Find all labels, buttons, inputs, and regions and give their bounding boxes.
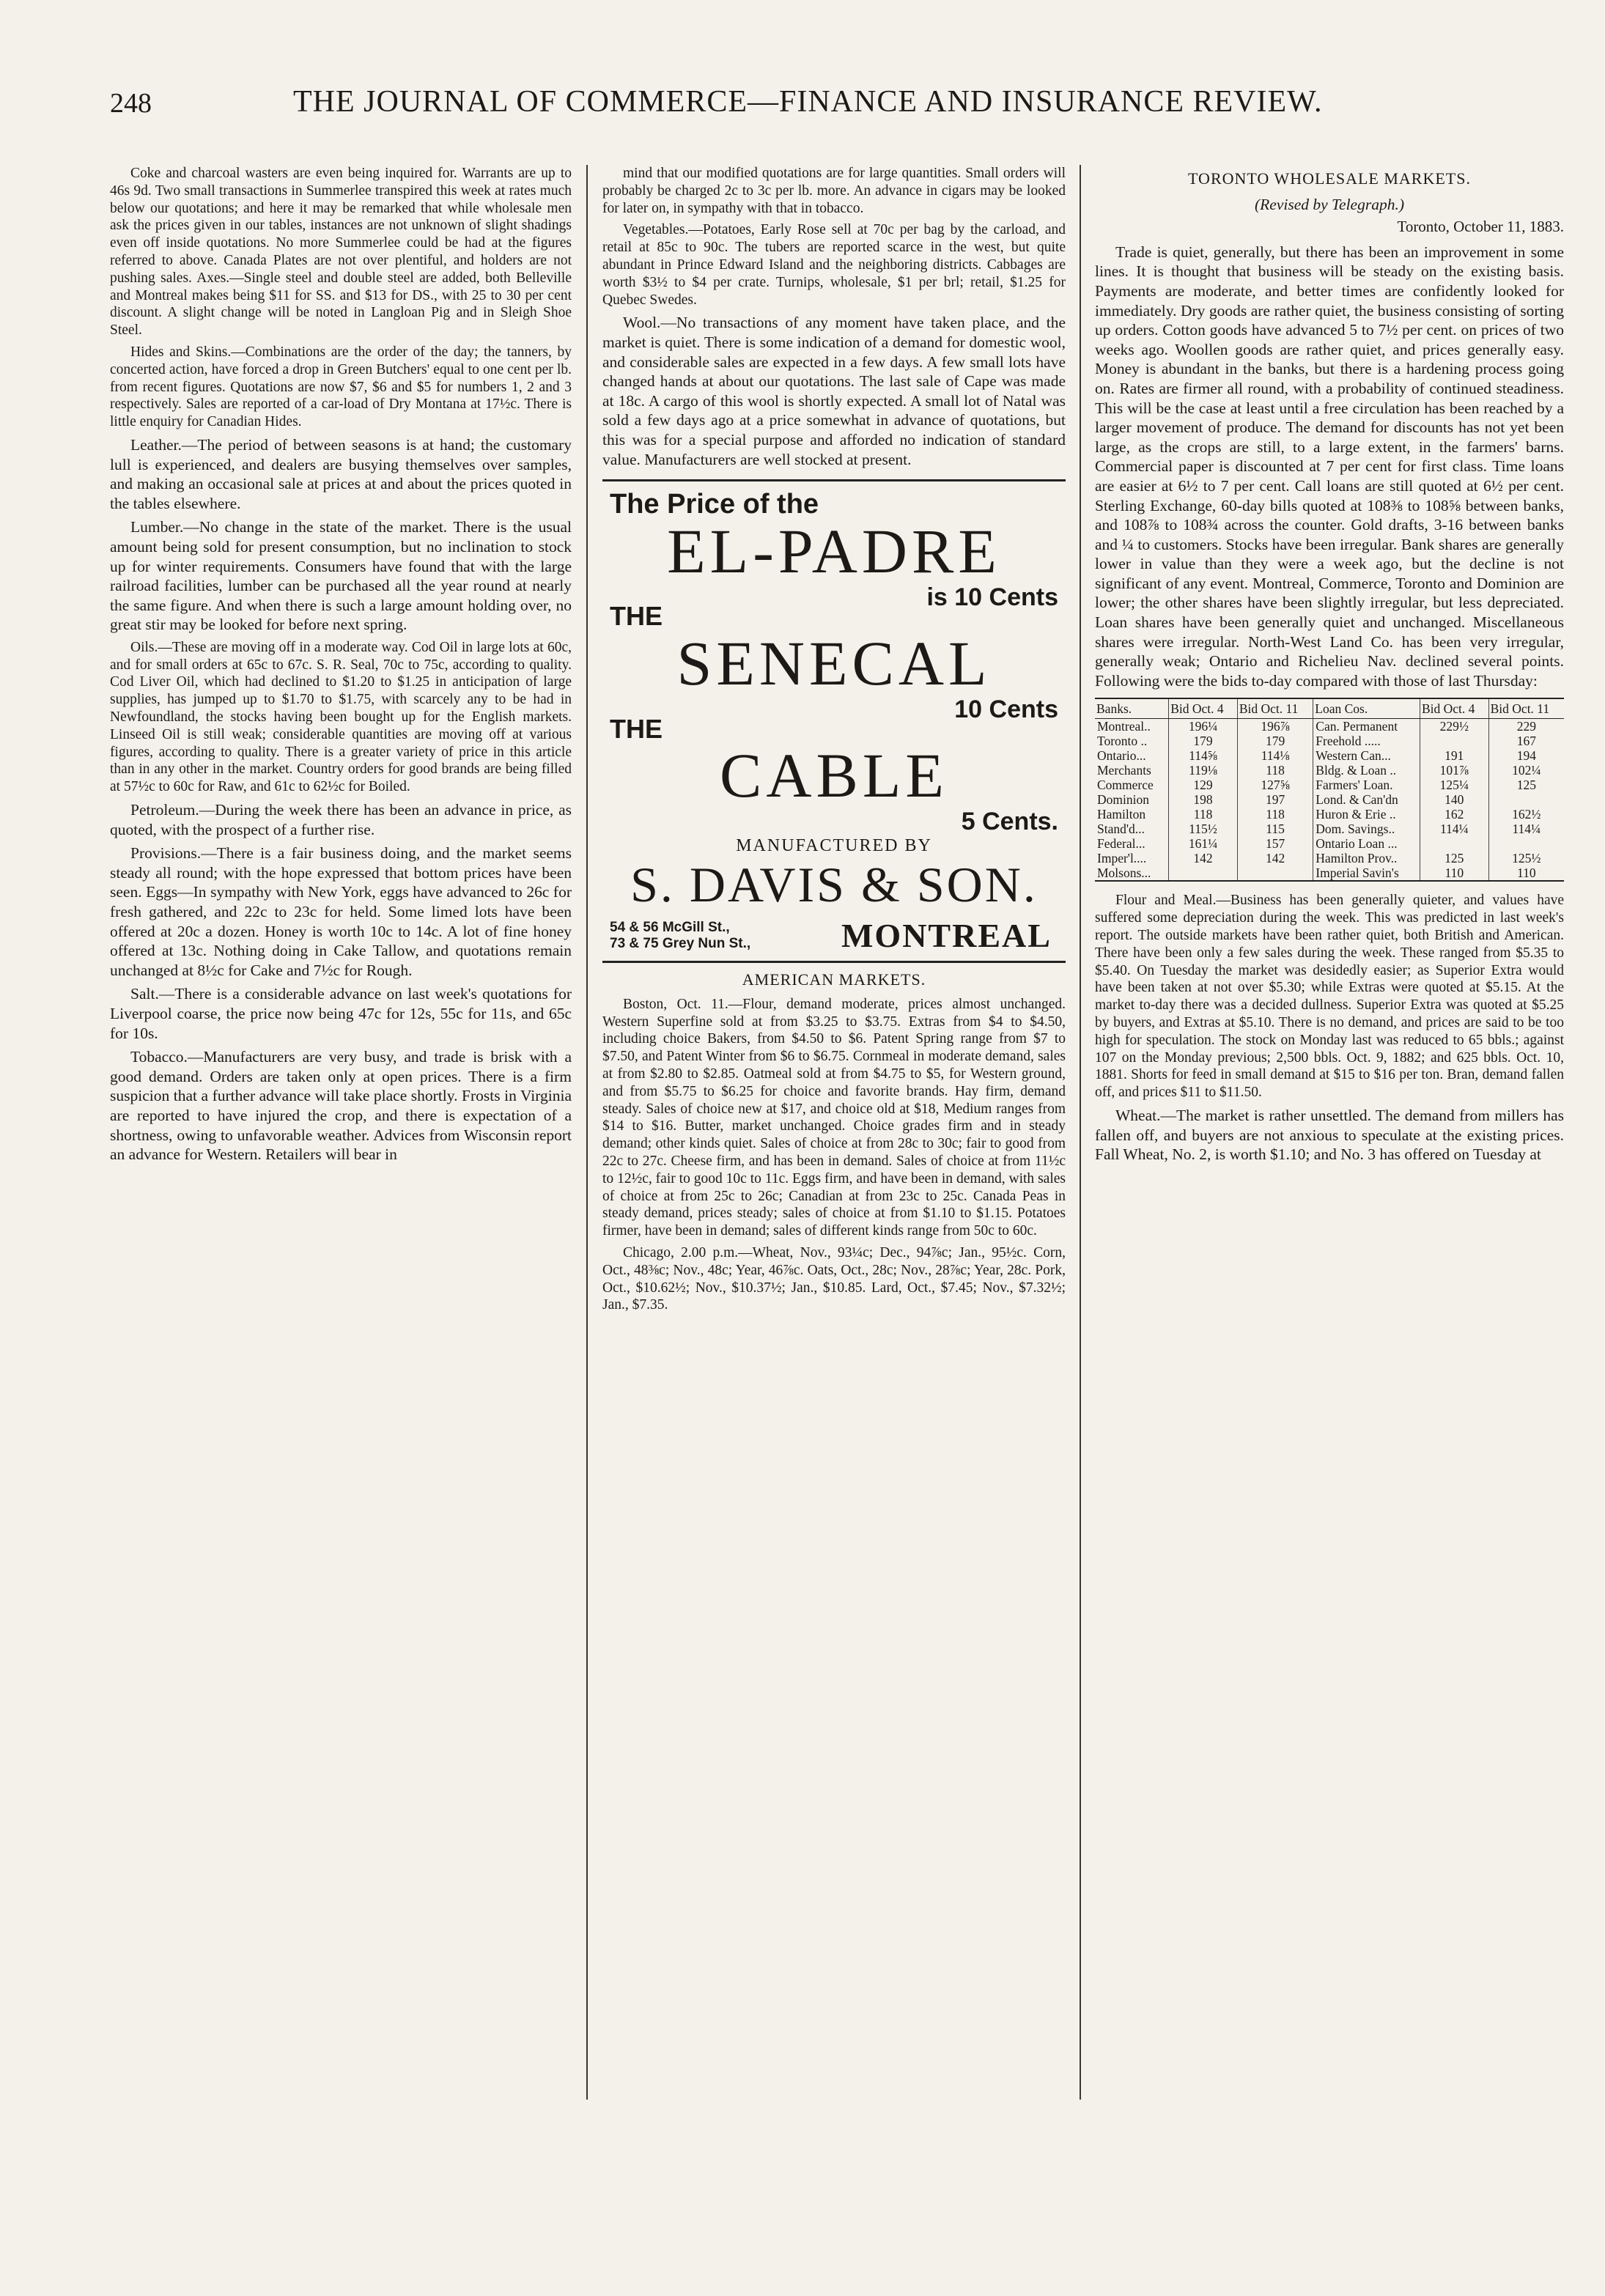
table-cell-b11: 115 bbox=[1237, 822, 1313, 836]
table-cell-loan: Ontario Loan ... bbox=[1313, 836, 1420, 851]
header-banks: Banks. bbox=[1095, 698, 1169, 719]
header-bid-oct-4: Bid Oct. 4 bbox=[1169, 698, 1238, 719]
table-cell-b4: 118 bbox=[1169, 807, 1238, 822]
table-cell-b11: 142 bbox=[1237, 851, 1313, 865]
ad-manufactured-by: MANUFACTURED BY bbox=[736, 835, 932, 855]
table-cell-l4: 125 bbox=[1420, 851, 1488, 865]
table-cell-l4: 101⅞ bbox=[1420, 763, 1488, 778]
table-cell-loan: Freehold ..... bbox=[1313, 734, 1420, 748]
ad-address bbox=[610, 916, 1058, 954]
table-cell-b4: 179 bbox=[1169, 734, 1238, 748]
paragraph-hides: Hides and Skins.—Combinations are the order of the day; the tanners, by concerted action, have forced a drop in Green Butchers' equal to one cent per lb. from recent figures. Quotations are now $7, $6 and $5 for numbers 1, 2 and 3 respectively. Sales are reported of a car-load of Dry Montana at 17½c. There is little enquiry for Canadian Hides. bbox=[110, 344, 572, 430]
table-row bbox=[1095, 792, 1564, 807]
ad-manufacturer: S. DAVIS & SON. bbox=[630, 857, 1038, 913]
table-cell-l11: 125½ bbox=[1488, 851, 1564, 865]
table-cell-l11: 194 bbox=[1488, 748, 1564, 763]
table-cell-b4: 129 bbox=[1169, 778, 1238, 792]
table-cell-bank: Toronto .. bbox=[1097, 734, 1148, 749]
toronto-markets-heading: TORONTO WHOLESALE MARKETS. bbox=[1188, 169, 1471, 188]
table-cell-loan: Hamilton Prov.. bbox=[1313, 851, 1420, 865]
paragraph-tobacco: Tobacco.—Manufacturers are very busy, and trade is brisk with a good demand. Orders are taken only at open prices. There is a firm suspicion that a further advance will take place shortly. Frosts in Virginia are reported to have injured the crop, and there is expectation of a shortness, owing to unfavorable weather. Advices from Wisconsin report an advance for Western. Retailers will bear in bbox=[110, 1048, 572, 1164]
table-cell-l11: 102¼ bbox=[1488, 763, 1564, 778]
table-cell-b11: 118 bbox=[1237, 763, 1313, 778]
table-cell-l4 bbox=[1420, 836, 1488, 851]
table-cell-l4: 140 bbox=[1420, 792, 1488, 807]
paragraph-tobacco-cont: mind that our modified quotations are for large quantities. Small orders will probably be charged 2c to 3c per lb. more. An advance in cigars may be looked for later on, in sympathy with that in tobacco. bbox=[602, 166, 1066, 216]
table-cell-loan: Farmers' Loan. bbox=[1313, 778, 1420, 792]
table-cell-bank: Ontario... bbox=[1097, 748, 1146, 764]
table-cell-b11 bbox=[1237, 865, 1313, 881]
table-cell-b11: 127⅝ bbox=[1237, 778, 1313, 792]
table-cell-b11: 179 bbox=[1237, 734, 1313, 748]
table-cell-b4: 119⅛ bbox=[1169, 763, 1238, 778]
paragraph-leather: Leather.—The period of between seasons is at hand; the customary lull is experienced, and dealers are busying themselves over samples, and making an occasional sale at prices at and about the prices quoted in the tables elsewhere. bbox=[110, 435, 572, 512]
table-cell-b11: 197 bbox=[1237, 792, 1313, 807]
table-cell-b11: 114⅛ bbox=[1237, 748, 1313, 763]
paragraph-petroleum: Petroleum.—During the week there has been an advance in price, as quoted, with the prospect of a further rise. bbox=[110, 801, 572, 838]
table-cell-loan: Imperial Savin's bbox=[1313, 865, 1420, 881]
table-cell-loan: Lond. & Can'dn bbox=[1313, 792, 1420, 807]
table-row bbox=[1095, 836, 1564, 851]
table-cell-b4: 115½ bbox=[1169, 822, 1238, 836]
table-cell-l11 bbox=[1488, 836, 1564, 851]
table-cell-l4: 229½ bbox=[1420, 719, 1488, 734]
paragraph-provisions: Provisions.—There is a fair business doing, and the market seems steady all round; with the hope expressed that bottom prices have been seen. Eggs—In sympathy with New York, eggs have advanced to 26c for fresh gathered, and 22c to 23c for held. Some limed lots have been offered at 20c a dozen. Honey is worth 10c to 14c. A lot of fine honey offered at 13c. Nothing doing in Cake Tallow, and quotations remain unchanged at 8½c for Cake and 7½c for Rough. bbox=[110, 844, 572, 979]
table-cell-loan: Western Can... bbox=[1313, 748, 1420, 763]
table-cell-bank: Montreal.. bbox=[1097, 719, 1151, 734]
page-header bbox=[110, 84, 1502, 128]
table-cell-l11: 229 bbox=[1488, 719, 1564, 734]
table-cell-loan: Dom. Savings.. bbox=[1313, 822, 1420, 836]
table-cell-l4: 162 bbox=[1420, 807, 1488, 822]
paragraph-wool: Wool.—No transactions of any moment have taken place, and the market is quiet. There is some indication of a demand for domestic wool, and considerable sales are expected in a few days. A few small lots have changed hands at about our quotations. The last sale of Cape was made at 18c. A cargo of this wool is shortly expected. A small lot of Natal was sold a few days ago at a price somewhat in advance of quotations, but this was for a special purpose and afforded no indication of standard value. Manufacturers are well stocked at present. bbox=[602, 314, 1066, 468]
table-header-row bbox=[1095, 698, 1564, 719]
header-loan-bid-oct-11: Bid Oct. 11 bbox=[1488, 698, 1564, 719]
table-cell-bank: Federal... bbox=[1097, 836, 1145, 852]
ad-intro: The Price of the bbox=[610, 489, 819, 520]
ad-price-cable: 5 Cents. bbox=[961, 808, 1058, 836]
page-number: 248 bbox=[110, 88, 152, 119]
toronto-subheading: (Revised by Telegraph.) bbox=[1255, 195, 1404, 213]
table-row bbox=[1095, 763, 1564, 778]
table-cell-b4 bbox=[1169, 865, 1238, 881]
table-cell-loan: Can. Permanent bbox=[1313, 719, 1420, 734]
ad-price-el-padre: is 10 Cents bbox=[926, 583, 1058, 611]
ad-city: MONTREAL bbox=[841, 916, 1052, 954]
table-cell-l11: 110 bbox=[1488, 865, 1564, 881]
table-cell-b4: 114⅝ bbox=[1169, 748, 1238, 763]
table-cell-l4: 114¼ bbox=[1420, 822, 1488, 836]
table-cell-l11 bbox=[1488, 792, 1564, 807]
table-cell-bank: Imper'l.... bbox=[1097, 851, 1147, 866]
table-cell-l11: 167 bbox=[1488, 734, 1564, 748]
ad-price-senecal: 10 Cents bbox=[954, 695, 1058, 723]
paragraph-vegetables: Vegetables.—Potatoes, Early Rose sell at 70c per bag by the carload, and retail at 85c to 90c. The tubers are reported scarce in the west, but quite abundant in Prince Edward Island and the neighboring districts. Cabbages are worth $3½ to $4 per crate. Turnips, wholesale, $1 per brl; retail, $1.25 for Quebec Swedes. bbox=[602, 222, 1066, 308]
table-row bbox=[1095, 778, 1564, 792]
table-cell-bank: Dominion bbox=[1097, 792, 1149, 808]
table-cell-bank: Stand'd... bbox=[1097, 822, 1145, 837]
paragraph-oils: Oils.—These are moving off in a moderate way. Cod Oil in large lots at 60c, and for small orders at 65c to 67c. S. R. Seal, 70c to 75c, according to quality. Cod Liver Oil, which had declined to $1.20 to $1.25 in anticipation of large supplies, has jumped up to $1.70 to $1.75, with scarcely any to be had in Newfoundland, the stocks having been bought up for the English markets. Linseed Oil is still weak; considerable quantities are moving off at various figures, according to quality. There is a greater variety of price in this article than in any other in the market. Country orders for good brands are being filled at 57½c to 60c for Raw, and 61c to 62½c for Boiled. bbox=[110, 639, 572, 795]
paragraph-boston: Boston, Oct. 11.—Flour, demand moderate, prices almost unchanged. Western Superfine sold at from $3.25 to $3.75. Extras from $4 to $4.50, including choice Bakers, from $4.50 to $6. Patent Spring range from $7 to $7.50, and Patent Winter from $6 to $6.75. Cornmeal in moderate demand, sales at from $2.80 to $2.85. Oatmeal sold at from $4.75 to $5, for Western ground, and from $5.75 to $6.25 for choice and favorite brands. Hay firm, demand steady. Sales of choice new at $17, and choice old at $18, Medium ranges from $14 to $16. Butter, market unchanged. Choice grades firm and in steady demand; other kinds quiet. Sales of choice at from 28c to 30c; fair to good from 22c to 27c. Cheese firm, and has been in demand. Sales of choice at from 11½c to 12½c, fair to good 10c to 11c. Eggs firm, and have been in demand, with sales of choice at from 25c to 26c; Canadian at from 23c to 25c. Canada Peas in steady demand, prices steady; sales of choice at from $1.10 to $1.15. Potatoes firmer, have been in demand; sales of different kinds range from 50c to 60c. bbox=[602, 996, 1066, 1239]
ad-street-addresses bbox=[610, 920, 830, 952]
ad-brand-cable: CABLE bbox=[720, 740, 948, 811]
table-row bbox=[1095, 822, 1564, 836]
ad-the-label: THE bbox=[610, 713, 663, 744]
table-cell-b11: 157 bbox=[1237, 836, 1313, 851]
table-row bbox=[1095, 865, 1564, 881]
bank-table-body bbox=[1095, 719, 1564, 882]
paragraph-wheat: Wheat.—The market is rather unsettled. The demand from millers has fallen off, and buyers are not anxious to speculate at the existing prices. Fall Wheat, No. 2, is worth $1.10; and No. 3 has offered on Tuesday at bbox=[1095, 1107, 1564, 1164]
toronto-dateline: Toronto, October 11, 1883. bbox=[1397, 218, 1564, 236]
table-cell-l4 bbox=[1420, 734, 1488, 748]
ad-address-line: 73 & 75 Grey Nun St., bbox=[610, 936, 751, 952]
header-loan-cos: Loan Cos. bbox=[1313, 698, 1420, 719]
table-cell-l4: 191 bbox=[1420, 748, 1488, 763]
table-cell-loan: Huron & Erie .. bbox=[1313, 807, 1420, 822]
paragraph-chicago: Chicago, 2.00 p.m.—Wheat, Nov., 93¼c; Dec., 94⅞c; Jan., 95½c. Corn, Oct., 48⅜c; Nov., 48c; Year, 46⅞c. Oats, Oct., 28c; Nov., 28⅞c; Year, 28c. Pork, Oct., $10.62½; Nov., $10.37½; Jan., $10.85. Lard, Oct., $7.45; Nov., $7.32½; Jan., $7.35. bbox=[602, 1245, 1066, 1313]
ad-brand-senecal: SENECAL bbox=[676, 627, 992, 698]
table-cell-l11: 114¼ bbox=[1488, 822, 1564, 836]
table-cell-bank: Hamilton bbox=[1097, 807, 1146, 822]
paragraph-flour-meal: Flour and Meal.—Business has been generally quieter, and values have suffered some depreciation during the week. This was predicted in last week's report. The outside markets have been rather quiet, both British and American. There have been only a few sales during the week. These ranged from $5.35 to $5.40. On Tuesday the market was desidedly easier; as Superior Extra would have been taken at not over $5.30; while Extras were quoted at $5.15. At the market to-day there was a decided dullness. Superior Extra was quoted at $5.25 by buyers, and Extras at $5.10. There is no demand, and prices are said to be too high for speculation. The stock on Monday last was reduced to 65 bbls.; against 107 on the Monday previous; 2,500 bbls. Oct. 9, 1882; and 625 bbls. Oct. 10, 1881. Shorts for feed in small demand at $15 to $16 per ton. Bran, demand fallen off, and prices $11 to $11.50. bbox=[1095, 893, 1564, 1101]
table-cell-bank: Merchants bbox=[1097, 763, 1151, 778]
table-cell-l11: 162½ bbox=[1488, 807, 1564, 822]
header-loan-bid-oct-4: Bid Oct. 4 bbox=[1420, 698, 1488, 719]
table-cell-b4: 142 bbox=[1169, 851, 1238, 865]
column-2 bbox=[602, 165, 1066, 1318]
american-markets-heading: AMERICAN MARKETS. bbox=[742, 970, 926, 989]
header-bid-oct-11: Bid Oct. 11 bbox=[1237, 698, 1313, 719]
paragraph-iron: Coke and charcoal wasters are even being inquired for. Warrants are up to 46s 9d. Two small transactions in Summerlee transpired this week at rates much below our quotations; and here it may be remarked that while wholesale men ask the prices given in our tables, instances are not unknown of slight shadings even off inside quotations. No more Summerlee could be had at the figures referred to above. Canada Plates are not over plentiful, and holders are not pushing sales. Axes.—Single steel and double steel are added, both Belleville and Montreal makes being $11 for SS. and $13 for DS., with 25 to 30 per cent discount. A slight change will be noted in Langloan Pig and in Sleigh Shoe Steel. bbox=[110, 166, 572, 339]
table-cell-b11: 118 bbox=[1237, 807, 1313, 822]
table-cell-bank: Molsons... bbox=[1097, 865, 1151, 881]
table-row bbox=[1095, 719, 1564, 734]
table-cell-l4: 125¼ bbox=[1420, 778, 1488, 792]
table-row bbox=[1095, 851, 1564, 865]
table-row bbox=[1095, 748, 1564, 763]
table-cell-loan: Bldg. & Loan .. bbox=[1313, 763, 1420, 778]
ad-address-line: 54 & 56 McGill St., bbox=[610, 920, 730, 936]
ad-the-label: THE bbox=[610, 601, 663, 632]
column-1 bbox=[110, 165, 572, 1169]
table-cell-l4: 110 bbox=[1420, 865, 1488, 881]
column-3 bbox=[1095, 165, 1564, 1169]
table-cell-l11: 125 bbox=[1488, 778, 1564, 792]
cigar-advertisement bbox=[602, 479, 1066, 963]
table-cell-bank: Commerce bbox=[1097, 778, 1154, 793]
table-cell-b11: 196⅞ bbox=[1237, 719, 1313, 734]
paragraph-lumber: Lumber.—No change in the state of the market. There is the usual amount being sold for present consumption, but no inclination to stock up for winter requirements. Consumers have found that with the large railroad facilities, lumber can be purchased all the year round at nearly the same figure. And when there is such a large amount holding over, no great stir may be looked for before next spring. bbox=[110, 518, 572, 634]
table-cell-b4: 161¼ bbox=[1169, 836, 1238, 851]
ad-brand-el-padre: EL-PADRE bbox=[667, 515, 1001, 586]
column-rule bbox=[586, 165, 588, 2100]
column-rule bbox=[1080, 165, 1081, 2100]
table-row bbox=[1095, 734, 1564, 748]
table-cell-b4: 198 bbox=[1169, 792, 1238, 807]
paragraph-salt: Salt.—There is a considerable advance on last week's quotations for Liverpool coarse, the price now being 47c for 12s, 55c for 11s, and 65c for 10s. bbox=[110, 985, 572, 1042]
bank-shares-table bbox=[1095, 698, 1564, 882]
journal-title: THE JOURNAL OF COMMERCE—FINANCE AND INSURANCE REVIEW. bbox=[293, 85, 1323, 119]
table-row bbox=[1095, 807, 1564, 822]
paragraph-toronto-trade: Trade is quiet, generally, but there has been an improvement in some lines. It is thought that business will be steady on the existing basis. Payments are moderate, and better times are confidently looked for immediately. Dry goods are rather quiet, the business consisting of sorting up orders. Cotton goods have advanced 5 to 7½ per cent. on prices of two weeks ago. Woollen goods are rather quiet, and prices generally easy. Money is abundant in the banks, but there is a hardening process going on. Rates are firmer all round, with a probability of continued steadiness. This will be the case at least until a free circulation has been reached by a larger movement of produce. The demand for discounts has not yet been large, as the crops are still, to a large extent, in the farmers' barns. Commercial paper is discounted at 7 per cent for first class. Time loans are easier at 6½ to 7 per cent. Call loans are still quoted at 6½ per cent. Sterling Exchange, 60-day bills quoted at 108⅜ to 108⅝ between banks, and 108⅞ to 108¾ across the counter. Gold drafts, 3-16 between banks and ¼ to customers. Stocks have been irregular. Bank shares are generally lower in value than they were a week ago, but the decline is not significant of any event. Montreal, Commerce, Toronto and Dominion are lower; the other shares have been slightly irregular, but less depreciated. Loan shares have been generally quiet and unchanged. Miscellaneous shares were irregular. North-West Land Co. has been very irregular, generally weak; Ontario and Richelieu Nav. declined several points. Following were the bids to-day compared with those of last Thursday: bbox=[1095, 243, 1564, 690]
table-cell-b4: 196¼ bbox=[1169, 719, 1238, 734]
